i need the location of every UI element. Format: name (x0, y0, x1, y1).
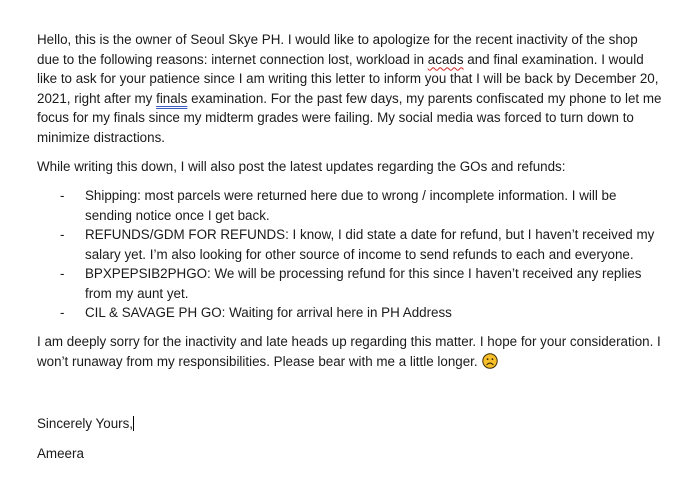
closing-text: Sincerely Yours, (37, 416, 134, 431)
list-item (37, 264, 667, 303)
list-item-text: BPXPEPSIB2PHGO: We will be processing refund for this since I haven’t received any replies from my aunt yet. (85, 266, 642, 301)
updates-intro-paragraph: While writing this down, I will also post the latest updates regarding the GOs and refunds: (37, 159, 566, 174)
sad-face-icon (482, 353, 498, 369)
list-item-text: Shipping: most parcels were returned here due to wrong / incomplete information. I will be sending notice once I get back. (85, 188, 617, 223)
updates-list (37, 186, 667, 323)
apology-text: I am deeply sorry for the inactivity and late heads up regarding this matter. I hope for your consideration. I won’t runaway from my responsibilities. Please bear with me a little longer. (37, 334, 661, 369)
list-item-text: CIL & SAVAGE PH GO: Waiting for arrival here in PH Address (85, 305, 452, 320)
list-bullet: - (60, 305, 65, 320)
list-item-text: REFUNDS/GDM FOR REFUNDS: I know, I did state a date for refund, but I haven’t received my salary yet. I’m also looking for other source of income to send refunds to each and everyone. (85, 227, 655, 262)
grammar-check-word-finals[interactable]: finals (156, 90, 188, 106)
apology-paragraph (37, 332, 662, 371)
intro-text-2: and final examination. I would like to ask for your patience since I am writing this letter to inform you that I will be back by December 20, 2021, right after my (37, 51, 659, 106)
list-item (37, 225, 667, 264)
intro-text-1: Hello, this is the owner of Seoul Skye PH. I would like to apologize for the recent inactivity of the shop due to the following reasons: internet connection lost, workload in (37, 32, 638, 67)
list-bullet: - (60, 227, 65, 242)
list-bullet: - (60, 188, 65, 203)
spellcheck-word-acads[interactable]: acads (427, 51, 464, 67)
list-bullet: - (60, 266, 65, 281)
closing-line (37, 414, 134, 434)
text-cursor (133, 416, 134, 431)
signature-name: Ameera (37, 446, 84, 461)
intro-text-3: examination. For the past few days, my parents confiscated my phone to let me focus for my finals since my midterm grades were failing. My social media was forced to turn down to minimize distractions. (37, 90, 662, 145)
list-item (37, 186, 667, 225)
intro-paragraph (37, 30, 662, 147)
list-item (37, 303, 667, 323)
